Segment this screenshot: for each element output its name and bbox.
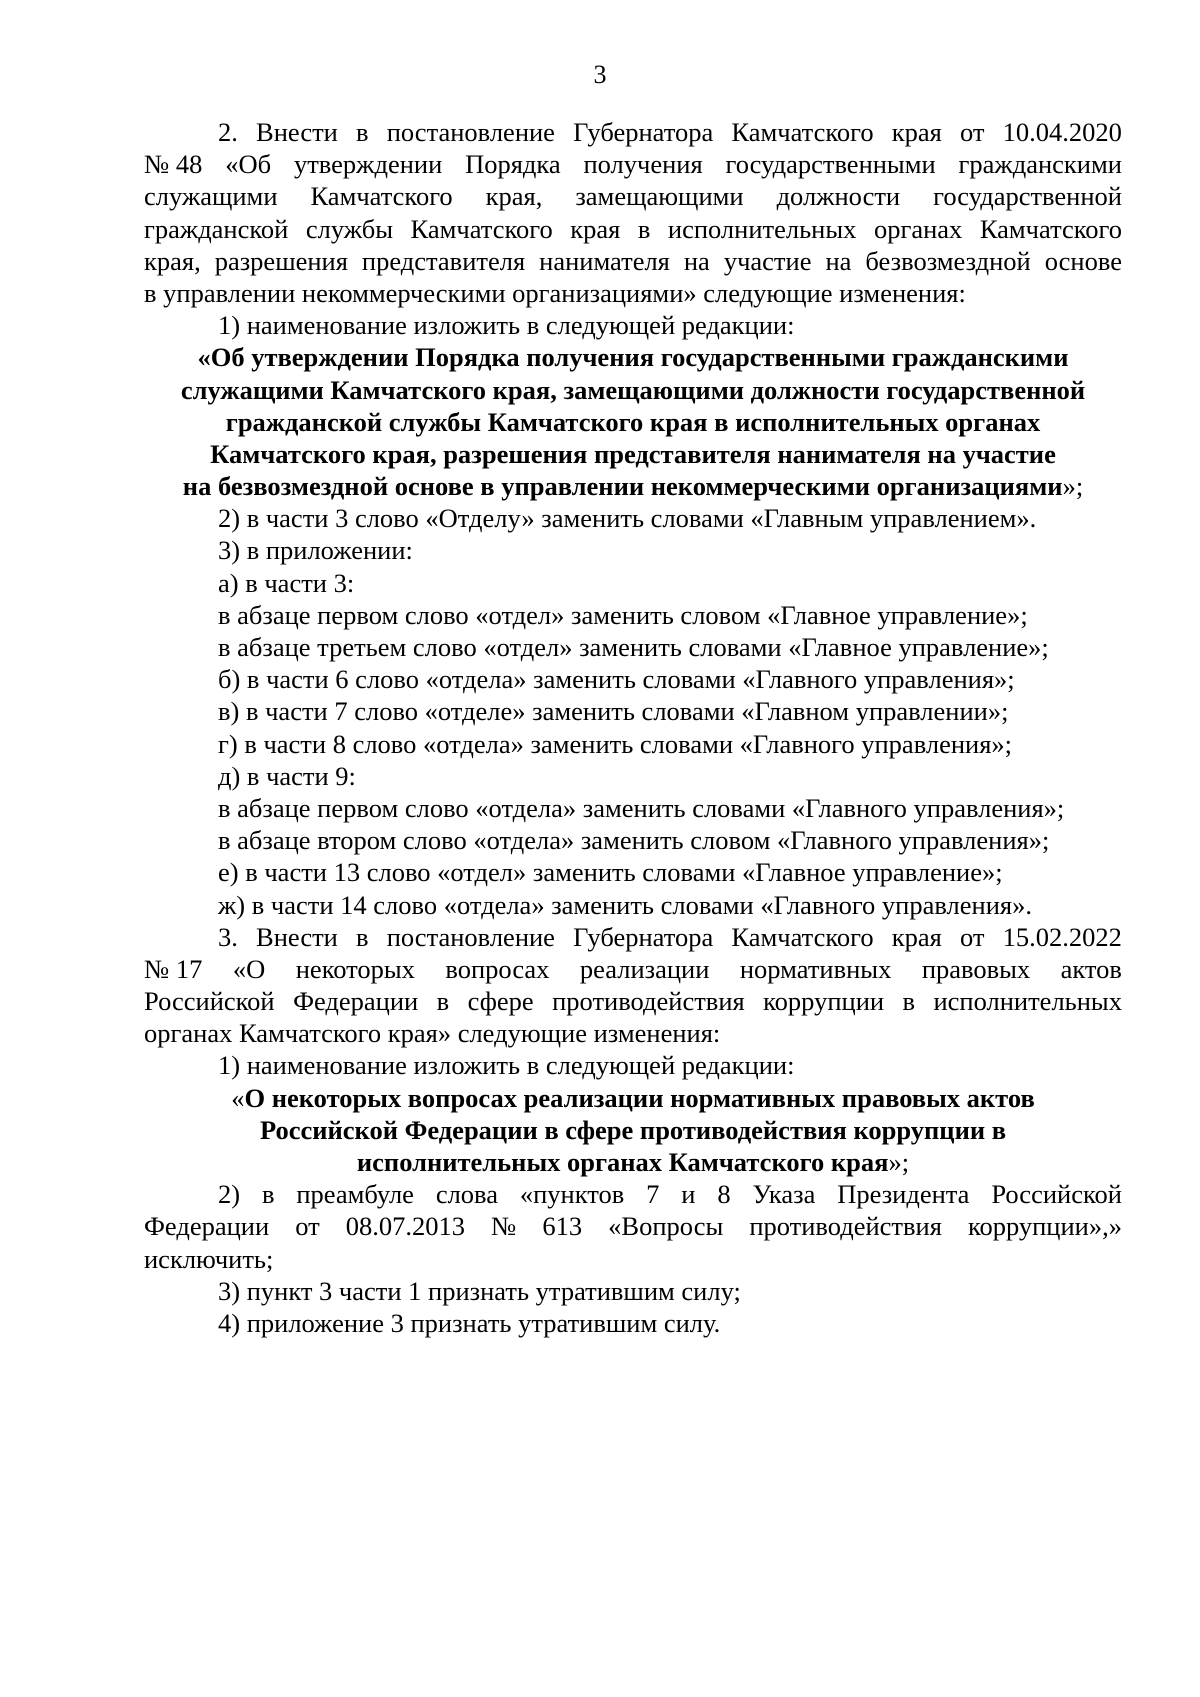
paragraph-line	[144, 116, 1122, 148]
bold-title-line: «Об утверждении Порядка получения государственными гражданскими	[197, 342, 1069, 373]
paragraph-line	[144, 921, 1122, 953]
document-body	[144, 116, 1122, 1339]
list-item: 3) в приложении:	[218, 535, 413, 566]
word: и	[681, 1179, 696, 1210]
word: исполнительных	[667, 213, 857, 244]
word: противодействия	[552, 986, 745, 1017]
word: в	[637, 213, 651, 244]
paragraph-line	[144, 953, 1122, 985]
word: 08.07.2013	[345, 1211, 465, 1242]
title-opening-quote: «	[231, 1082, 245, 1113]
word: основе	[1044, 245, 1122, 276]
bold-title-text: исполнительных органах Камчатского края	[356, 1147, 889, 1177]
word: коррупции	[763, 986, 885, 1017]
word: участие	[723, 245, 812, 276]
list-item: 1) наименование изложить в следующей редакции:	[218, 310, 795, 341]
word: Внести	[256, 117, 338, 147]
bold-title-line: Российской Федерации в сфере противодействия коррупции в	[259, 1114, 1007, 1145]
paragraph-line: органах Камчатского края» следующие изменения:	[144, 1018, 721, 1049]
list-item: в абзаце первом слово «отдела» заменить словами «Главного управления»;	[218, 792, 1065, 823]
list-item: д) в части 9:	[218, 760, 356, 791]
list-item: в абзаце втором слово «отдела» заменить словом «Главного управления»;	[218, 825, 1050, 856]
word: постановление	[386, 117, 555, 147]
word: Камчатского	[979, 213, 1122, 244]
word: представителя	[361, 245, 526, 276]
word: получения	[583, 149, 703, 180]
paragraph-line: в управлении некоммерческими организациями» следующие изменения:	[144, 277, 966, 308]
word: Камчатского	[410, 213, 553, 244]
word: 613	[542, 1211, 583, 1242]
page-number: 3	[593, 60, 607, 89]
word: исполнительных	[933, 986, 1122, 1017]
word: края,	[144, 245, 201, 276]
word: Камчатского	[310, 181, 453, 212]
word: актов	[1060, 953, 1122, 984]
paragraph-line	[144, 1210, 1122, 1242]
list-item: а) в части 3:	[218, 567, 355, 598]
word: сфере	[467, 986, 534, 1017]
paragraph-line	[144, 213, 1122, 245]
list-item: 4) приложение 3 признать утратившим силу.	[218, 1307, 721, 1338]
word: 2)	[218, 1179, 241, 1210]
paragraph-line	[144, 985, 1122, 1017]
word: служащими	[144, 181, 278, 212]
word: №	[491, 1211, 517, 1242]
word: 7	[646, 1179, 660, 1210]
list-item: 1) наименование изложить в следующей редакции:	[218, 1050, 795, 1081]
word: слова	[435, 1179, 498, 1210]
word: края	[891, 921, 942, 952]
word: края	[891, 117, 942, 147]
paragraph-line: исключить;	[144, 1243, 274, 1274]
bold-title-line: гражданской службы Камчатского края в исполнительных органах	[225, 406, 1041, 437]
word: безвозмездной	[865, 245, 1031, 276]
word: 15.02.2022	[1002, 921, 1122, 952]
bold-title-line: служащими Камчатского края, замещающими должности государственной	[180, 374, 1086, 405]
word: некоторых	[295, 953, 415, 984]
word: Федерации	[293, 986, 419, 1017]
bold-title-text: на безвозмездной основе в управлении некоммерческими организациями	[182, 471, 1063, 502]
title-closing-quote: »;	[1062, 471, 1084, 502]
list-item: г) в части 8 слово «отдела» заменить словами «Главного управления»;	[218, 728, 1013, 759]
word: в	[356, 921, 369, 952]
word: Президента	[837, 1179, 970, 1210]
list-item: б) в части 6 слово «отдела» заменить словами «Главного управления»;	[218, 664, 1015, 695]
word: в	[436, 986, 450, 1017]
word: № 48	[144, 149, 203, 180]
word: 10.04.2020	[1002, 117, 1122, 147]
word: 8	[717, 1179, 731, 1210]
word: коррупции»,»	[967, 1211, 1122, 1242]
word: № 17	[144, 953, 203, 984]
bold-title-line	[144, 470, 1122, 502]
paragraph-line	[144, 148, 1122, 180]
word: нормативных	[739, 953, 892, 984]
word: края	[570, 213, 621, 244]
word: Внести	[256, 921, 338, 952]
word: от	[295, 1211, 320, 1242]
list-item: в абзаце первом слово «отдел» заменить словом «Главное управление»;	[218, 599, 1028, 630]
word: органах	[873, 213, 963, 244]
list-item: е) в части 13 слово «отдел» заменить словами «Главное управление»;	[218, 857, 1003, 888]
list-item: ж) в части 14 слово «отдела» заменить словами «Главного управления».	[218, 889, 1032, 920]
word: правовых	[921, 953, 1031, 984]
bold-title-line: Камчатского края, разрешения представителя нанимателя на участие	[210, 438, 1056, 469]
word: утверждении	[293, 149, 443, 180]
word: в	[902, 986, 916, 1017]
word: в	[261, 1179, 275, 1210]
word: 2.	[218, 117, 238, 147]
word: разрешения	[214, 245, 348, 276]
word: государственной	[933, 181, 1122, 212]
word: реализации	[579, 953, 710, 984]
word: «О	[232, 953, 266, 984]
word: «Вопросы	[608, 1211, 724, 1242]
word: гражданскими	[958, 149, 1122, 180]
word: на	[683, 245, 710, 276]
list-item: 3) пункт 3 части 1 признать утратившим силу;	[218, 1275, 741, 1306]
word: на	[825, 245, 852, 276]
word: замещающими	[575, 181, 744, 212]
list-item: в) в части 7 слово «отделе» заменить словами «Главном управлении»;	[218, 696, 1009, 727]
word: преамбуле	[296, 1179, 414, 1210]
word: от	[960, 117, 985, 147]
paragraph-line	[144, 180, 1122, 212]
word: Камчатского	[731, 117, 874, 147]
bold-title-line	[144, 1146, 1122, 1178]
word: службы	[305, 213, 394, 244]
word: Порядка	[465, 149, 561, 180]
title-closing-quote: »;	[888, 1147, 910, 1177]
word: противодействия	[749, 1211, 942, 1242]
word: Российской	[991, 1179, 1122, 1210]
paragraph-line	[144, 1178, 1122, 1210]
word: Камчатского	[731, 921, 874, 952]
paragraph-line	[144, 245, 1122, 277]
word: должности	[776, 181, 901, 212]
bold-title-text: О некоторых вопросах реализации нормативных правовых актов	[244, 1082, 1035, 1113]
word: Федерации	[144, 1211, 270, 1242]
word: государственными	[725, 149, 936, 180]
word: Губернатора	[573, 921, 714, 952]
word: нанимателя	[539, 245, 670, 276]
word: Российской	[144, 986, 275, 1017]
list-item: в абзаце третьем слово «отдел» заменить словами «Главное управление»;	[218, 632, 1049, 662]
word: «Об	[225, 149, 272, 180]
word: Губернатора	[573, 117, 714, 147]
word: края,	[485, 181, 543, 212]
word: от	[960, 921, 985, 952]
word: постановление	[386, 921, 555, 952]
word: вопросах	[445, 953, 550, 984]
word: гражданской	[144, 213, 289, 244]
word: Указа	[752, 1179, 816, 1210]
word: 3.	[218, 921, 238, 952]
word: в	[356, 117, 369, 147]
list-item: 2) в части 3 слово «Отделу» заменить словами «Главным управлением».	[218, 503, 1037, 534]
word: «пунктов	[519, 1179, 625, 1210]
bold-title-line	[144, 1082, 1122, 1114]
